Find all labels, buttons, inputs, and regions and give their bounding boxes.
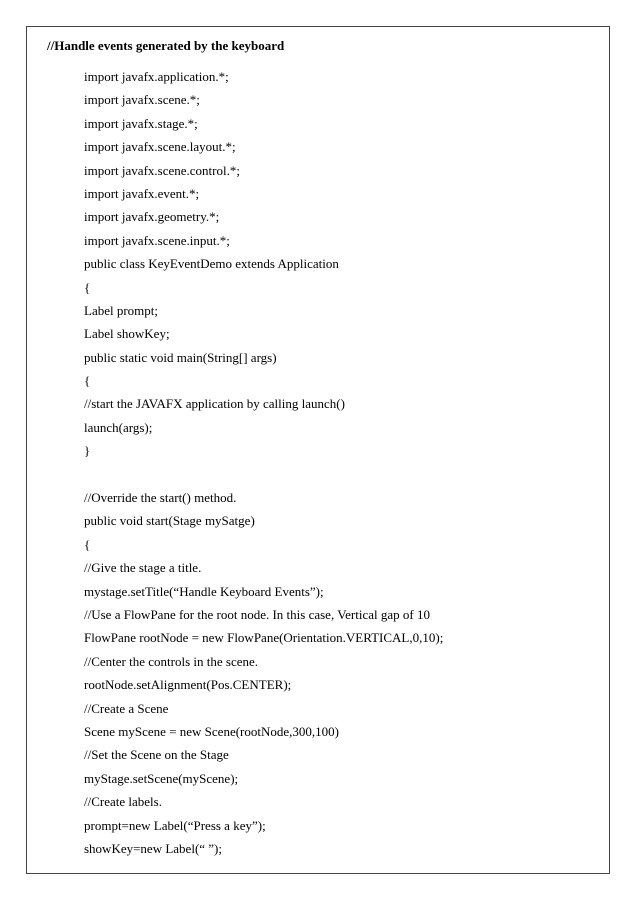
code-line: //Use a FlowPane for the root node. In this case, Vertical gap of 10	[84, 606, 430, 622]
code-line: public void start(Stage mySatge)	[84, 513, 255, 529]
code-line	[84, 467, 443, 490]
code-line: {	[84, 279, 91, 295]
code-line: import javafx.event.*;	[84, 185, 200, 201]
code-line: //Center the controls in the scene.	[84, 653, 259, 669]
code-line: //Override the start() method.	[84, 490, 237, 506]
code-line: {	[84, 536, 91, 552]
code-line: //Set the Scene on the Stage	[84, 747, 229, 763]
code-line: import javafx.scene.*;	[84, 92, 200, 108]
code-line: //Give the stage a title.	[84, 560, 202, 576]
code-line: public class KeyEventDemo extends Application	[84, 256, 339, 272]
code-line: import javafx.scene.input.*;	[84, 232, 230, 248]
code-line: mystage.setTitle(“Handle Keyboard Events”);	[84, 583, 324, 599]
code-listing	[84, 69, 443, 864]
code-line: prompt=new Label(“Press a key”);	[84, 817, 266, 833]
code-line: //start the JAVAFX application by calling launch()	[84, 396, 345, 412]
code-line: showKey=new Label(“ ”);	[84, 840, 222, 856]
code-line: Label showKey;	[84, 326, 170, 342]
code-line: launch(args);	[84, 419, 153, 435]
code-line: import javafx.scene.control.*;	[84, 162, 240, 178]
code-line: import javafx.application.*;	[84, 69, 229, 84]
code-line: import javafx.stage.*;	[84, 115, 198, 131]
code-line: }	[84, 443, 91, 459]
code-line: import javafx.scene.layout.*;	[84, 139, 236, 155]
code-line: FlowPane rootNode = new FlowPane(Orientation.VERTICAL,0,10);	[84, 630, 444, 646]
code-line: {	[84, 373, 91, 389]
code-line: rootNode.setAlignment(Pos.CENTER);	[84, 677, 292, 693]
code-line: public static void main(String[] args)	[84, 349, 277, 365]
page-heading: //Handle events generated by the keyboard	[47, 38, 285, 53]
code-line: //Create a Scene	[84, 700, 169, 716]
code-line: myStage.setScene(myScene);	[84, 770, 239, 786]
code-line: Scene myScene = new Scene(rootNode,300,100)	[84, 723, 339, 739]
code-line: //Create labels.	[84, 794, 162, 810]
code-line: import javafx.geometry.*;	[84, 209, 220, 225]
code-line: Label prompt;	[84, 302, 159, 318]
